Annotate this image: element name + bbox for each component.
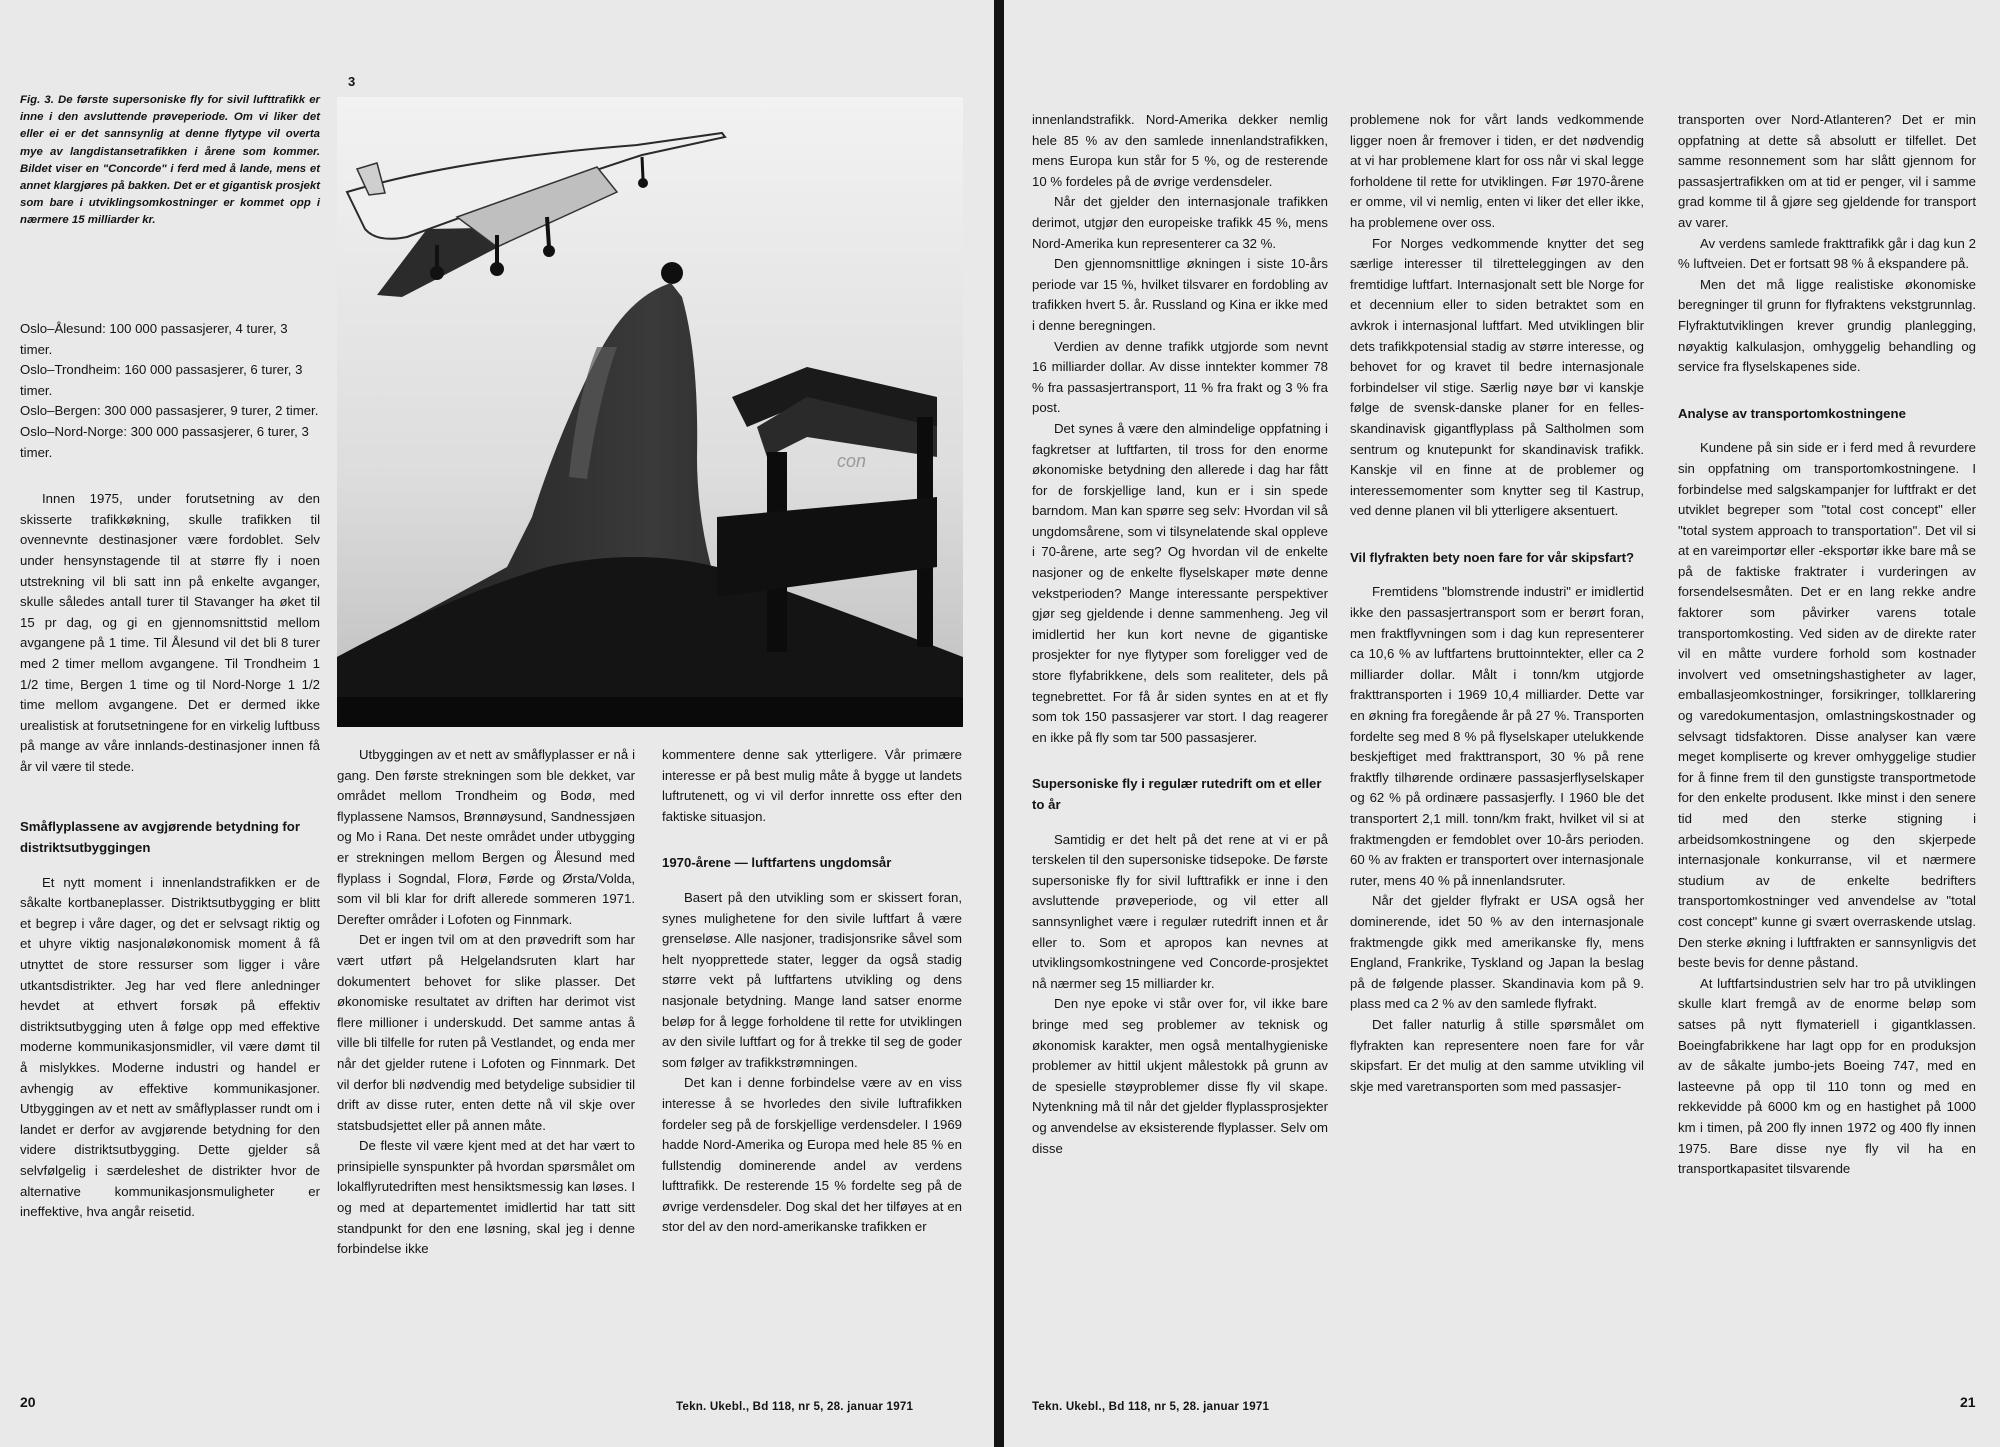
spacer	[1350, 522, 1644, 548]
right-column-1	[1032, 110, 1328, 1159]
route-item: Oslo–Trondheim: 160 000 passasjerer, 6 turer, 3 timer.	[20, 362, 303, 398]
spacer	[1678, 378, 1976, 404]
paragraph: problemene nok for vårt lands vedkommende ligger noen år fremover i tiden, er det nødvendig at vi har problemene klart for oss når vi skal legge forholdene til rette for utviklingen. Før 1970-årene er omme, vil vi nemlig, enten vi liker det eller ikke, ha problemene over oss.	[1350, 112, 1644, 230]
section-heading: Vil flyfrakten bety noen fare for vår skipsfart?	[1350, 549, 1635, 565]
paragraph: innenlandstrafikk. Nord-Amerika dekker nemlig hele 85 % av den samlede innenlandstrafikken, mens Europa kun står for 5 %, og de resterende 10 % fordeles på de øvrige verdensdeler.	[1032, 112, 1328, 189]
route-item: Oslo–Bergen: 300 000 passasjerer, 9 turer, 2 timer.	[20, 403, 319, 419]
paragraph: kommentere denne sak ytterligere. Vår primære interesse er på best mulig måte å bygge ut landets luftrutenett, og vi vil derfor innrette oss efter den faktiske situasjon.	[662, 747, 962, 824]
paragraph: For Norges vedkommende knytter det seg særlige interesser til tilretteleggingen av den fremtidige luftfart. Internasjonalt sett ble Norge for et decennium eller to siden betraktet som en avkrok i internasjonal luftfart. Med utviklingen blir dets trafikkpotensial stadig av større interesse, og behovet for og kravet til bedre internasjonale forbindelser vil stige. Særlig nøye bør vi kanskje følge de svensk-danske planer for en felles-skandinavisk gigantflyplass på Saltholmen som sentrum og knutepunkt for skandinavisk trafikk. Kanskje vil en finne at de problemer og interessemomenter som knytter seg til Kastrup, ved denne planen vil bli ytterligere aksentuert.	[1350, 235, 1644, 519]
page-gutter	[994, 0, 1004, 1447]
page-footer: Tekn. Ukebl., Bd 118, nr 5, 28. januar 1971	[1032, 1400, 1270, 1413]
route-item: Oslo–Nord-Norge: 300 000 passasjerer, 6 turer, 3 timer.	[20, 423, 309, 460]
spacer	[1032, 816, 1328, 830]
paragraph: Et nytt moment i innenlandstrafikken er de såkalte kortbaneplasser. Distriktsutbygging er blitt et begrep i våre dager, og det er selvsagt riktig og et uhyre viktig nasjonaløkonomisk moment å få utnyttet de store ressurser som ligger i våre utkantsdistrikter. Jeg har ved flere anledninger hevdet at ethvert forsøk på effektiv distriktsutbygging uten å følge opp med effektive moderne kommunikasjonsmidler, vil være dømt til å mislykkes. Moderne industri og handel er avhengig av effektive kommunikasjoner. Utbyggingen av et nett av småflyplasser rundt om i landet er derfor av avgjørende betydning for den videre distriktsutbygging. Dette gjelder så selvfølgelig i særdeleshet de distrikter hvor de alternative kommunikasjonsmuligheter er ineffektive, hva angår reisetid.	[20, 874, 320, 1220]
paragraph: Utbyggingen av et nett av småflyplasser er nå i gang. Den første strekningen som ble dekket, var området mellom Trondheim og Bodø, med flyplassene Namsos, Brønnøysund, Sandnessjøen og Mo i Rana. Det neste området under utbygging er strekningen mellom Bergen og Ålesund med flyplass i Sogndal, Florø, Førde og Ørsta/Volda, som vil bli klar for drift allerede sommeren 1971. Derefter områder i Lofoten og Finnmark.	[337, 747, 635, 927]
paragraph: Innen 1975, under forutsetning av den skisserte trafikkøkning, skulle trafikken til ovennevnte destinasjoner være fordoblet. Selv under hensynstagende til at større fly i noen utstrekning vil bli satt inn på enkelte avganger, skulle således antall turer til Stavanger ha øket til 15 pr dag, og gi en gjennomsnittstid mellom avgangene på 1 time. Til Ålesund vil det bli 8 turer med 2 timer mellom avgangene. Til Trondheim 1 1/2 time, Bergen 1 time og til Nord-Norge 1 1/2 time mellom avgangene. Det er dermed ikke urealistisk at forutsetningene for en virkelig luftbuss på mange av våre innlands-destinasjoner innen få år vil være til stede.	[20, 491, 320, 774]
paragraph: Når det gjelder flyfrakt er USA også her dominerende, idet 50 % av den internasjonale fraktmengde gikk med amerikanske fly, mens England, Frankrike, Tyskland og Japan la beslag på de følgende plasser. Skandinavia kom på 9. plass med ca 2 % av den samlede flyfrakt.	[1350, 893, 1644, 1012]
page-number: 20	[20, 1394, 36, 1410]
paragraph: Den nye epoke vi står over for, vil ikke bare bringe med seg problemer av teknisk og økonomisk karakter, men også mentalhygieniske problemer av hittil ukjent målestokk på grunn av de spesielle støyproblemer disse fly vil skape. Nytenkning må til når det gjelder flyplassprosjekter og anvendelse av eksisterende flyplasser. Selv om disse	[1032, 996, 1328, 1156]
paragraph: Det synes å være den almindelige oppfatning i fagkretser at luftfarten, til tross for den enorme økonomiske betydning den allerede i dag har fått for de forskjellige land, kun er i sin spede barndom. Man kan spørre seg selv: Hvordan vil så ungdomsårene, som vi tilsynelatende skal oppleve i 70-årene, arte seg? Og hvordan vil de enkelte nasjoner og de enkelte flyselskaper møte denne vekstperioden? Mange interessante perspektiver gjør seg gjeldende i denne sammenheng. Jeg vil imidlertid her kun kort nevne de gigantiske prosjekter for nye flytyper som foreligger ved de store flyfabrikkene, dels som realiteter, dels på tegnebrettet. For få år siden syntes en at et fly som tok 150 passasjerer var stort. I dag reagerer en ikke på fly som tar 500 passasjerer.	[1032, 420, 1328, 745]
right-column-2	[1350, 110, 1644, 1097]
route-list	[20, 319, 320, 463]
figure-caption: Fig. 3. De første supersoniske fly for sivil lufttrafikk er inne i den avsluttende prøveperiode. Om vi liker det eller ei er det sannsynlig at denne flytype vil overta mye av langdistansetrafikken i årene som kommer. Bildet viser en "Concorde" i ferd med å lande, mens et annet klargjøres på bakken. Det er et gigantisk prosjekt som bare i utviklingsomkostninger er kommet opp i nærmere 15 milliarder kr.	[20, 94, 320, 227]
left-column-1	[20, 319, 320, 1223]
paragraph: Basert på den utvikling som er skissert foran, synes mulighetene for den sivile luftfart å være grenseløse. Alle nasjoner, tradisjonsrike såvel som helt nyopprettede stater, legger da også stadig større vekt på luftfartens utvikling og dens nasjonale betydning. Mange land satser enorme beløp for å legge forholdene til rette for utviklingen av den sivile luftfart og for å trekke til seg de goder som følger av trafikkstrømningen.	[662, 889, 962, 1070]
right-column-3	[1678, 110, 1976, 1180]
paragraph: Av verdens samlede frakttrafikk går i dag kun 2 % luftveien. Det er fortsatt 98 % å ekspandere på.	[1678, 235, 1976, 272]
figure-number: 3	[348, 74, 356, 89]
paragraph: Fremtidens "blomstrende industri" er imidlertid ikke den passasjertransport som er berørt foran, men fraktflyvningen som i dag kun representerer ca 10,6 % av luftfartens bruttoinntekter, eller ca 2 milliarder dollar. Målt i tonn/km utgjorde frakttransporten i 1969 10,4 milliarder. Dette var en økning fra foregående år på 27 %. Transporten fordelte seg med 8 % på flyselskaper utelukkende beskjeftiget med frakttransport, 30 % på rene fraktfly tilhørende ordinære passasjerflyselskaper og 62 % på ordinære passasjerfly. I 1960 ble det transportert 2,1 mill. tonn/km frakt, hvilket vil si at fraktmengden er femdoblet over 10-års perioden. 60 % av frakten er transportert over internasjonale ruter, mens 40 % på innenlandsruter.	[1350, 584, 1644, 888]
paragraph: Kundene på sin side er i ferd med å revurdere sin oppfatning om transportomkostningene. I forbindelse med salgskampanjer for luftfrakt er det utviklet begreper som "total cost concept" eller "total system approach to transportation". Det vil si at en vareimportør eller -eksportør ikke bare må se på de faktiske fraktrater i vurderingen av forsendelsesmåten. Det er en lang rekke andre faktorer som påvirker varens totale transportomkosting. Ved siden av de direkte rater vil en måtte vurdere forhold som kostnader involvert ved omsetningshastigheter av lager, emballasjeomkostninger, forsikringer, tollklarering og varedokumentasjon, omlastningskostnader og selvsagt tidsfaktoren. Disse analyser kan være meget kompliserte og krever omhyggelige studier for å finne frem til den gunstigste transportmetode for den enkelte produsent. Ikke minst i den senere tid med den sterke stigning i arbeidsomkostningene og den skjerpede internasjonale konkurranse, vil et nærmere studium av de enkelte bedrifters transportomkostninger ved anvendelse av "total cost concept" kunne gi svært overraskende utslag. Den sterke økning i luftfrakten er sannsynligvis det beste bevis for denne påstand.	[1678, 440, 1976, 971]
paragraph: Den gjennomsnittlige økningen i siste 10-års periode var 15 %, hvilket tilsvarer en fordobling av trafikken hvert 5. år. Russland og Kina er ikke med i denne beregningen.	[1032, 256, 1328, 333]
spacer	[20, 859, 320, 873]
section-heading: Småflyplassene av avgjørende betydning for distriktsutbyggingen	[20, 819, 300, 856]
concorde-photo-drawing	[337, 97, 963, 727]
paragraph: Det faller naturlig å stille spørsmålet om flyfrakten kan representere noen fare for vår skipsfart. Er det mulig at den samme utvikling vil skje med varetransporten som med passasjer-	[1350, 1016, 1644, 1094]
spacer	[20, 777, 320, 817]
paragraph: Verdien av denne trafikk utgjorde som nevnt 16 milliarder dollar. Av disse inntekter kommer 78 % fra passasjertransport, 11 % fra frakt og 3 % fra post.	[1032, 338, 1328, 416]
spacer	[1678, 424, 1976, 438]
section-heading: Analyse av transportomkostningene	[1678, 405, 1906, 421]
paragraph: transporten over Nord-Atlanteren? Det er min oppfatning at dette så absolutt er tilfellet. Det samme resonnement som har slått gjennom for passasjertrafikken om at tid er penger, vil i samme grad komme til å gjøre seg gjeldende for transport av varer.	[1678, 112, 1976, 230]
section-heading: Supersoniske fly i regulær rutedrift om et eller to år	[1032, 776, 1322, 812]
spacer	[20, 463, 320, 489]
spacer	[1350, 568, 1644, 582]
left-column-2	[337, 745, 635, 1260]
spacer	[662, 827, 962, 853]
paragraph: De fleste vil være kjent med at det har vært to prinsipielle synspunkter på hvordan spørsmålet om lokalflyrutedriften mest hensiktsmessig kan løses. I og med at departementet imidlertid har tatt sitt standpunkt for den ene løsning, skal jeg i denne forbindelse ikke	[337, 1138, 635, 1257]
section-heading: 1970-årene — luftfartens ungdomsår	[662, 855, 892, 871]
paragraph: Det kan i denne forbindelse være av en viss interesse å se hvorledes den sivile luftrafikken fordeler seg på de forskjellige verdensdeler. I 1969 hadde Nord-Amerika og Europa med hele 85 % en fullstendig dominerende andel av verdens lufttrafikk. De resterende 15 % fordelte seg på de øvrige verdensdeler. Dog skal det her tilføyes at en stor del av den nord-amerikanske trafikken er	[662, 1075, 962, 1235]
left-page	[0, 0, 994, 1447]
paragraph: Men det må ligge realistiske økonomiske beregninger til grunn for flyfraktens vekstgrunnlag. Flyfraktutviklingen krever grundig planlegging, nøyaktig kalkulasjon, omhyggelig behandling og service fra flyselskapenes side.	[1678, 276, 1976, 375]
spacer	[1032, 748, 1328, 774]
left-column-3	[662, 745, 962, 1238]
page-number: 21	[1960, 1394, 1976, 1410]
photo-fuselage-lettering: con	[837, 451, 867, 471]
page-footer: Tekn. Ukebl., Bd 118, nr 5, 28. januar 1971	[676, 1400, 914, 1413]
route-item: Oslo–Ålesund: 100 000 passasjerer, 4 turer, 3 timer.	[20, 321, 288, 357]
right-page	[1004, 0, 2000, 1447]
paragraph: At luftfartsindustrien selv har tro på utviklingen skulle klart fremgå av de enorme beløp som satses på nytt flymateriell i gigantklassen. Boeingfabrikkene har lagt opp for en produksjon av de såkalte jumbo-jets Boeing 747, med en lasteevne på opp til 110 tonn og med en rekkevidde på 6000 km og en hastighet på 1000 km i timen, på 200 fly innen 1972 og 400 fly innen 1975. Bare disse nye fly vil ha en transportkapasitet tilsvarende	[1678, 975, 1976, 1177]
paragraph: Samtidig er det helt på det rene at vi er på terskelen til den supersoniske tidsepoke. De første supersoniske fly for sivil lufttrafikk er inne i den avsluttende prøveperiode, og vil etter all sannsynlighet være i regulær rutedrift innen et år eller to. Som et apropos kan nevnes at utviklingsomkostningene ved Concorde-prosjektet nå nærmer seg 15 milliarder kr.	[1032, 831, 1328, 991]
paragraph: Når det gjelder den internasjonale trafikken derimot, utgjør den europeiske trafikk 45 %, mens Nord-Amerika kun representerer ca 32 %.	[1032, 194, 1328, 251]
paragraph: Det er ingen tvil om at den prøvedrift som har vært utført på Helgelandsruten klart har dokumentert behovet for slike plasser. Det økonomiske resultatet av driften har derimot vist flere millioner i underskudd. Det samme antas å ville bli tilfelle for ruten på Vestlandet, og enda mer når det gjelder rutene i Lofoten og Finnmark. Det vil derfor bli nødvendig med betydelige subsidier til drift av disse ruter, enten dette nå vil skje over statsbudsjettet eller på annen måte.	[337, 932, 635, 1133]
spacer	[662, 874, 962, 888]
concorde-photo	[337, 97, 963, 727]
